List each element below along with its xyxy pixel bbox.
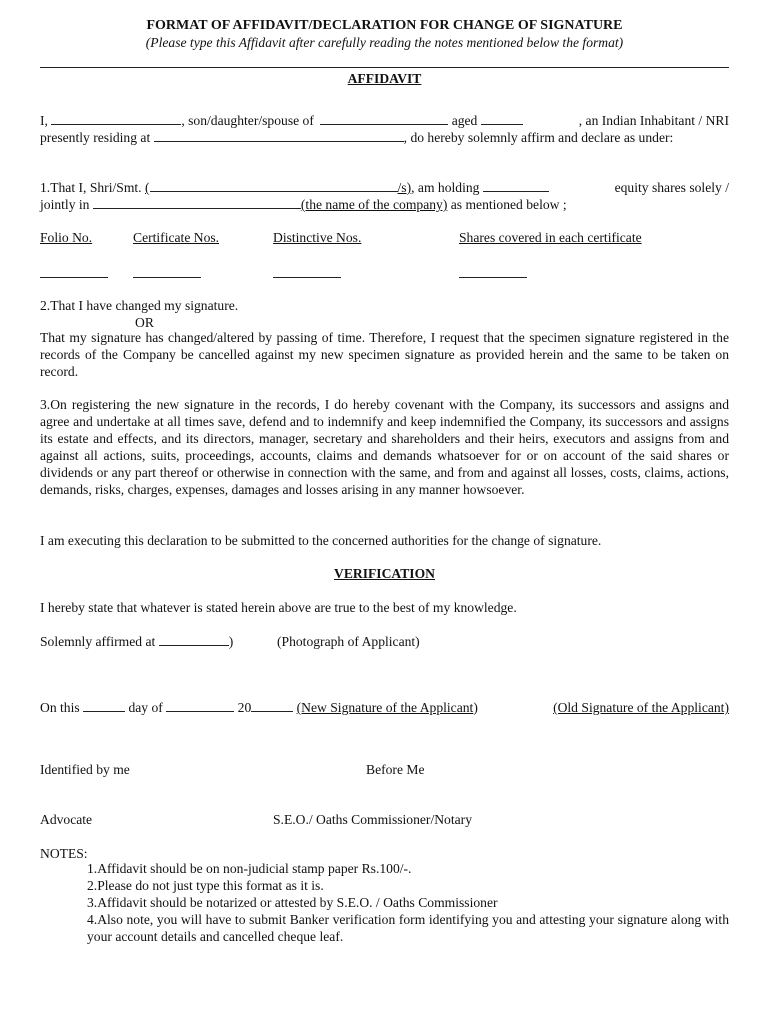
intro-affirm: , do hereby solemnly affirm and declare as under: xyxy=(403,130,674,145)
intro-line-2 xyxy=(40,129,673,146)
affirmed-at-label: Solemnly affirmed at xyxy=(40,634,156,649)
document-title: FORMAT OF AFFIDAVIT/DECLARATION FOR CHANGE OF SIGNATURE xyxy=(146,18,623,33)
intro-aged: aged xyxy=(451,113,478,128)
clause1-s-suffix: /s) xyxy=(397,180,412,195)
executing-statement: I am executing this declaration to be submitted to the concerned authorities for the change of signature. xyxy=(40,533,602,548)
seo-label: S.E.O./ Oaths Commissioner/Notary xyxy=(273,812,472,827)
affirmed-line xyxy=(40,633,233,650)
age-blank[interactable] xyxy=(481,112,523,125)
holder-name-blank[interactable] xyxy=(150,179,398,192)
clause1-jointly: jointly in xyxy=(40,197,90,212)
distinctive-nos-blank[interactable] xyxy=(273,263,341,278)
intro-residing: presently residing at xyxy=(40,130,151,145)
clause1-mentioned: as mentioned below ; xyxy=(450,197,567,212)
day-blank[interactable] xyxy=(83,699,125,712)
clause-1-line-1 xyxy=(40,179,729,196)
clause1-company: (the name of the company) xyxy=(300,197,448,212)
intro-relation: , son/daughter/spouse of xyxy=(181,113,314,128)
old-signature-label: (Old Signature of the Applicant) xyxy=(553,700,729,715)
clause1-holding: , am holding xyxy=(411,180,480,195)
company-blank[interactable] xyxy=(93,196,301,209)
advocate-label: Advocate xyxy=(40,812,93,827)
clause1-equity: equity shares solely / xyxy=(614,180,729,195)
clause-3-text: 3.On registering the new signature in the records, I do hereby covenant with the Company, its successors and assigns and agree and undertake at all times save, defend and to indemnify and keep indemnified the Company, its successors and assigns its estate and effects, and its directors, manager, secretary and shareholders and their heirs, executors and assigns from and against all actions, suits, proceedings, accounts, claims and demands whatsoever for or on account of the said shares or dividends or any part thereof or otherwise in connection with the same, and from and against all losses, costs, claims, actions, demands, risks, charges, expenses, damages and losses arising in any manner howsoever. xyxy=(40,397,729,497)
verification-statement: I hereby state that whatever is stated herein above are true to the best of my knowledge. xyxy=(40,600,517,615)
before-me-label: Before Me xyxy=(366,762,425,777)
year-blank[interactable] xyxy=(251,699,293,712)
month-blank[interactable] xyxy=(166,699,234,712)
affidavit-document xyxy=(40,0,729,1024)
identified-by-label: Identified by me xyxy=(40,762,130,777)
intro-line-1 xyxy=(40,112,729,129)
shares-count-blank[interactable] xyxy=(483,179,549,192)
clause-2-text: That my signature has changed/altered by passing of time. Therefore, I request that the specimen signature registered in the records of the Company be cancelled against my new specimen signature as provided herein and the same to be taken on record. xyxy=(40,330,729,379)
note-item-4: 4.Also note, you will have to submit Banker verification form identifying you and attesting your signature along with your account details and cancelled cheque leaf. xyxy=(87,912,729,944)
clause-1-line-2 xyxy=(40,196,567,213)
new-signature-label: (New Signature of the Applicant xyxy=(296,700,474,715)
verification-heading: VERIFICATION xyxy=(334,566,435,581)
address-blank[interactable] xyxy=(154,129,404,142)
header-divider xyxy=(40,67,729,68)
column-distinctive-nos: Distinctive Nos. xyxy=(273,230,362,245)
year-prefix: 20 xyxy=(237,700,252,715)
parent-name-blank[interactable] xyxy=(320,112,448,125)
column-certificate-nos: Certificate Nos. xyxy=(133,230,220,245)
note-item-3: 3.Affidavit should be notarized or attested by S.E.O. / Oaths Commissioner xyxy=(87,895,498,910)
clause-2-line: 2.That I have changed my signature. xyxy=(40,298,239,313)
photograph-placeholder: (Photograph of Applicant) xyxy=(277,634,420,649)
shares-covered-blank[interactable] xyxy=(459,263,527,278)
notes-label: NOTES: xyxy=(40,846,88,861)
on-this-label: On this xyxy=(40,700,80,715)
affirmed-place-blank[interactable] xyxy=(159,633,229,646)
new-signature-close: ) xyxy=(473,700,478,715)
affirmed-close: ) xyxy=(228,634,234,649)
clause1-paren-open: ( xyxy=(144,180,150,195)
date-line xyxy=(40,699,729,716)
name-blank[interactable] xyxy=(51,112,181,125)
intro-inhabitant: , an Indian Inhabitant / NRI xyxy=(578,113,729,128)
column-folio-no: Folio No. xyxy=(40,230,93,245)
column-shares-covered: Shares covered in each certificate xyxy=(459,230,642,245)
clause1-prefix: 1.That I, Shri/Smt. xyxy=(40,180,142,195)
document-subtitle: (Please type this Affidavit after carefully reading the notes mentioned below the format) xyxy=(145,35,624,50)
note-item-1: 1.Affidavit should be on non-judicial stamp paper Rs.100/-. xyxy=(87,861,412,876)
affidavit-heading: AFFIDAVIT xyxy=(347,71,422,86)
clause-2-or: OR xyxy=(135,315,154,330)
intro-i: I, xyxy=(40,113,48,128)
certificate-nos-blank[interactable] xyxy=(133,263,201,278)
day-of-label: day of xyxy=(128,700,163,715)
note-item-2: 2.Please do not just type this format as it is. xyxy=(87,878,324,893)
folio-no-blank[interactable] xyxy=(40,263,108,278)
